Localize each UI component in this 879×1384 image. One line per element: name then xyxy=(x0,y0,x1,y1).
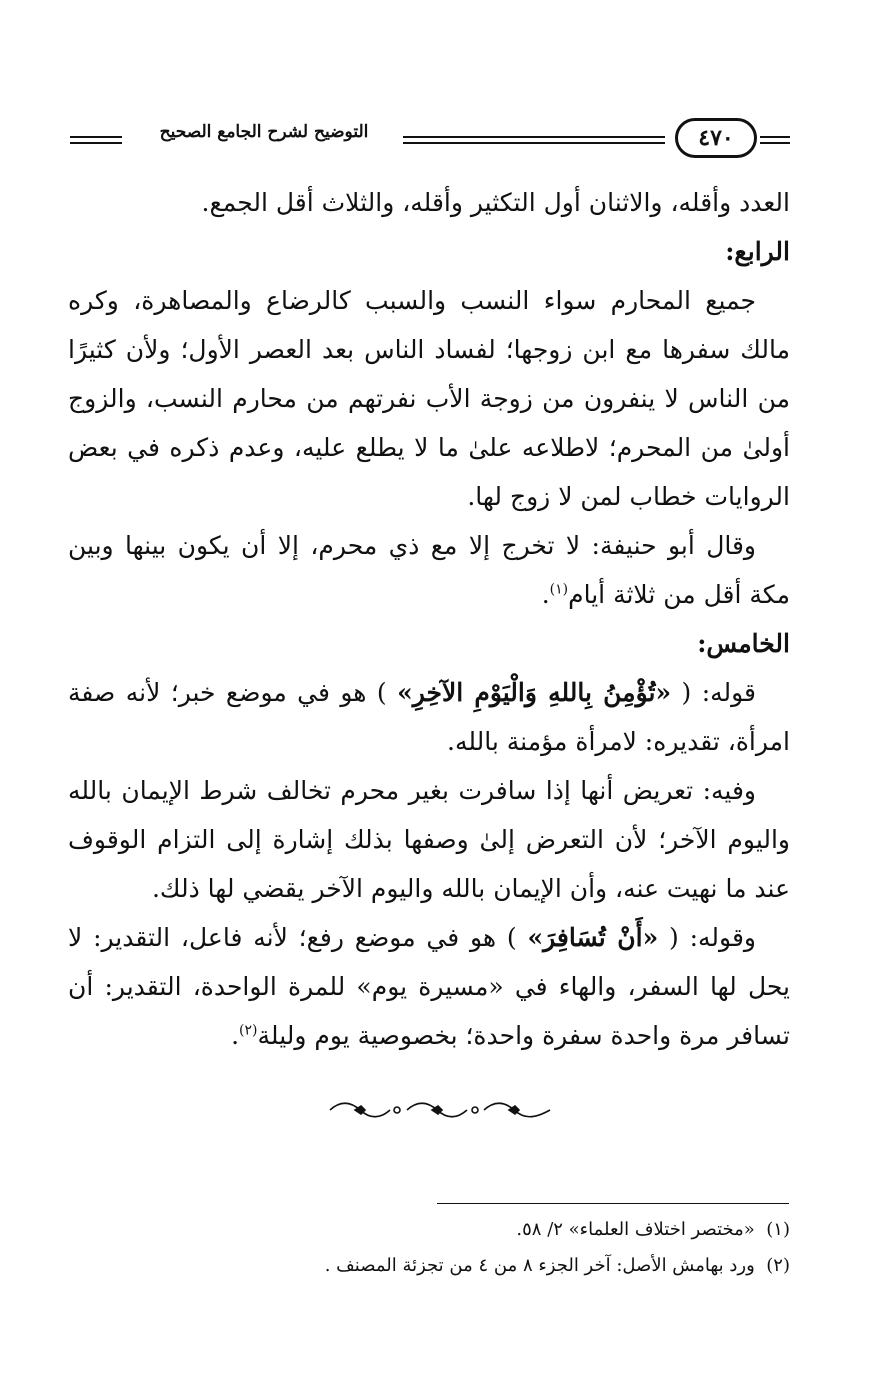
footnote-1-text: «مختصر اختلاف العلماء» ٢/ ٥٨. xyxy=(516,1219,755,1240)
section-ornament xyxy=(280,1095,600,1125)
footnote-ref-2: (٢) xyxy=(239,1022,258,1039)
footnotes xyxy=(68,1212,790,1284)
hadith-quote-1: «تُؤْمِنُ بِاللهِ وَالْيَوْمِ الآخِرِ» xyxy=(397,678,672,707)
paragraph-5: وفيه: تعريض أنها إذا سافرت بغير محرم تخالف شرط الإيمان بالله واليوم الآخر؛ لأن التعرض إلىٰ وصفها بذلك إشارة إلى التزام الوقوف عند ما نهيت عنه، وأن الإيمان بالله واليوم الآخر يقضي لها ذلك. xyxy=(68,776,790,903)
paragraph-6-rest: ) هو في موضع رفع؛ لأنه فاعل، التقدير: لا يحل لها السفر، والهاء في «مسيرة يوم» للمرة الواحدة، التقدير: أن تسافر مرة واحدة سفرة واحدة؛ بخصوصية يوم وليلة xyxy=(68,923,790,1050)
heading-fifth: الخامس: xyxy=(697,629,790,658)
running-title: التوضيح لشرح الجامع الصحيح xyxy=(159,122,369,142)
header-rule-left xyxy=(70,136,122,144)
header-rule-right xyxy=(760,136,790,144)
header-rule-middle xyxy=(403,136,665,144)
hadith-quote-2: «أَنْ تُسَافِرَ» xyxy=(527,923,659,952)
paragraph-6-lead: وقوله: ( xyxy=(669,923,756,952)
paragraph-4-lead: قوله: ( xyxy=(681,678,757,707)
heading-fourth: الرابع: xyxy=(725,237,790,266)
footnote-2 xyxy=(68,1248,790,1284)
footnote-1 xyxy=(68,1212,790,1248)
ornament-vine-icon xyxy=(325,1099,555,1121)
paragraph-2: جميع المحارم سواء النسب والسبب كالرضاع والمصاهرة، وكره مالك سفرها مع ابن زوجها؛ لفساد الناس بعد العصر الأول؛ ولأن كثيرًا من الناس لا ينفرون من زوجة الأب نفرتهم من محارم النسب، والزوج أولىٰ من المحرم؛ لاطلاعه علىٰ ما لا يطلع عليه، وعدم ذكره في بعض الروايات خطاب لمن لا زوج لها. xyxy=(68,286,791,511)
paragraph-4-rest: ) هو في موضع خبر؛ لأنه صفة امرأة، تقديره: لامرأة مؤمنة بالله. xyxy=(68,678,790,756)
footnote-1-number: (١) xyxy=(766,1219,790,1240)
page-header xyxy=(70,118,790,168)
footnote-2-text: ورد بهامش الأصل: آخر الجزء ٨ من ٤ من تجزئة المصنف . xyxy=(324,1255,755,1276)
paragraph-4 xyxy=(68,668,790,766)
paragraph-3-text: وقال أبو حنيفة: لا تخرج إلا مع ذي محرم، إلا أن يكون بينها وبين مكة أقل من ثلاثة أيام xyxy=(68,531,790,609)
main-text xyxy=(68,178,790,1060)
paragraph-6: وقوله: ( «أَنْ تُسَافِرَ» ) هو في موضع رفع؛ لأنه فاعل، التقدير: لا يحل لها السفر، والهاء في «مسيرة يوم» للمرة الواحدة، التقدير: أن تسافر مرة واحدة سفرة واحدة؛ بخصوصية يوم وليلة$^{(٢)}$. xyxy=(68,923,790,1050)
page-number: ٤٧٠ xyxy=(675,118,757,158)
paragraph-3: وقال أبو حنيفة: لا تخرج إلا مع ذي محرم، إلا أن يكون بينها وبين مكة أقل من ثلاثة أيام$^{(١)}$. xyxy=(68,531,790,609)
footnote-2-number: (٢) xyxy=(766,1255,790,1276)
paragraph-1: العدد وأقله، والاثنان أول التكثير وأقله، والثلاث أقل الجمع. xyxy=(201,188,790,217)
footnote-separator xyxy=(437,1203,789,1204)
footnote-ref-1: (١) xyxy=(549,581,569,598)
